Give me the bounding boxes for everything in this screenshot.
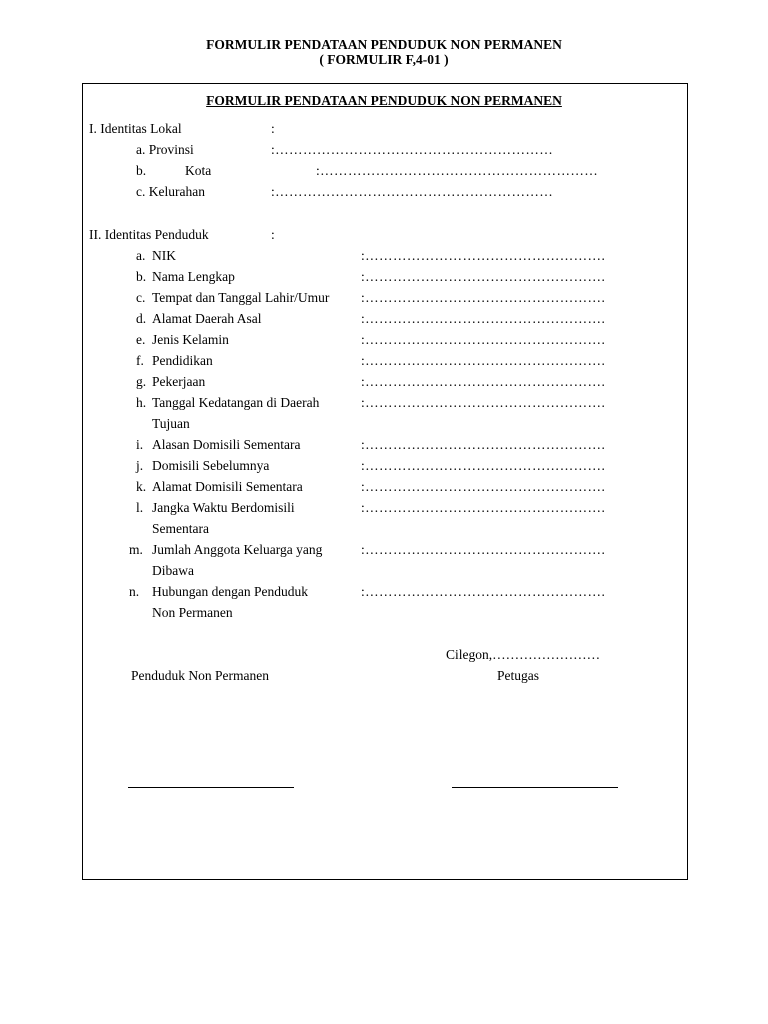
- field-provinsi-label: a. Provinsi: [136, 142, 194, 157]
- field-letter: b.: [136, 269, 147, 284]
- document-subtitle: ( FORMULIR F,4-01 ): [319, 52, 449, 67]
- field-jumlah-anggota-label: Jumlah Anggota Keluarga yang: [152, 542, 323, 557]
- field-alamat-domisili-sementara-label: Alamat Domisili Sementara: [152, 479, 303, 494]
- field-letter: l.: [136, 500, 144, 515]
- field-tanggal-kedatangan-fill: :…………………………………………….: [361, 395, 606, 410]
- field-kota-label: Kota: [185, 163, 212, 178]
- signature-line-right: [452, 787, 618, 788]
- signature-line-left: [128, 787, 294, 788]
- field-domisili-sebelumnya-label: Domisili Sebelumnya: [152, 458, 270, 473]
- section-identitas-penduduk-heading: II. Identitas Penduduk: [89, 227, 209, 242]
- field-jenis-kelamin-label: Jenis Kelamin: [152, 332, 229, 347]
- field-letter: n.: [129, 584, 140, 599]
- field-alamat-domisili-sementara-fill: :…………………………………………….: [361, 479, 606, 494]
- field-kota-letter: b.: [136, 163, 147, 178]
- form-title: FORMULIR PENDATAAN PENDUDUK NON PERMANEN: [206, 93, 562, 108]
- field-letter: i.: [136, 437, 144, 452]
- field-letter: c.: [136, 290, 146, 305]
- field-jangka-waktu-label-cont: Sementara: [152, 521, 209, 536]
- field-letter: d.: [136, 311, 147, 326]
- field-provinsi-fill: :……………………………………………………: [271, 142, 554, 157]
- field-tempat-tanggal-lahir-fill: :…………………………………………….: [361, 290, 606, 305]
- field-jangka-waktu-label: Jangka Waktu Berdomisili: [152, 500, 295, 515]
- field-letter: j.: [136, 458, 144, 473]
- field-letter: h.: [136, 395, 147, 410]
- field-hubungan-fill: :…………………………………………….: [361, 584, 606, 599]
- field-hubungan-label: Hubungan dengan Penduduk: [152, 584, 308, 599]
- field-kota-fill: :……………………………………………………: [316, 163, 599, 178]
- field-pekerjaan-fill: :…………………………………………….: [361, 374, 606, 389]
- field-tempat-tanggal-lahir-label: Tempat dan Tanggal Lahir/Umur: [152, 290, 330, 305]
- field-nik-fill: :…………………………………………….: [361, 248, 606, 263]
- section-identitas-penduduk-colon: :: [271, 227, 275, 242]
- field-letter: a.: [136, 248, 146, 263]
- field-kelurahan-fill: :……………………………………………………: [271, 184, 554, 199]
- field-letter: k.: [136, 479, 147, 494]
- field-hubungan-label-cont: Non Permanen: [152, 605, 233, 620]
- field-pendidikan-label: Pendidikan: [152, 353, 213, 368]
- signer-left-label: Penduduk Non Permanen: [131, 668, 269, 683]
- field-alasan-domisili-label: Alasan Domisili Sementara: [152, 437, 301, 452]
- field-letter: m.: [129, 542, 143, 557]
- field-jangka-waktu-fill: :…………………………………………….: [361, 500, 606, 515]
- place-date-line: Cilegon,……………………: [446, 647, 601, 662]
- section-identitas-lokal-heading: I. Identitas Lokal: [89, 121, 182, 136]
- field-alamat-daerah-asal-fill: :…………………………………………….: [361, 311, 606, 326]
- field-jumlah-anggota-fill: :…………………………………………….: [361, 542, 606, 557]
- field-pekerjaan-label: Pekerjaan: [152, 374, 206, 389]
- field-alasan-domisili-fill: :…………………………………………….: [361, 437, 606, 452]
- field-pendidikan-fill: :…………………………………………….: [361, 353, 606, 368]
- signer-right-label: Petugas: [497, 668, 539, 683]
- field-letter: g.: [136, 374, 147, 389]
- field-nama-lengkap-label: Nama Lengkap: [152, 269, 235, 284]
- field-letter: f.: [136, 353, 144, 368]
- section-identitas-lokal-colon: :: [271, 121, 275, 136]
- field-jenis-kelamin-fill: :…………………………………………….: [361, 332, 606, 347]
- field-letter: e.: [136, 332, 146, 347]
- document-title: FORMULIR PENDATAAN PENDUDUK NON PERMANEN: [206, 37, 562, 52]
- field-alamat-daerah-asal-label: Alamat Daerah Asal: [152, 311, 262, 326]
- field-domisili-sebelumnya-fill: :…………………………………………….: [361, 458, 606, 473]
- field-nik-label: NIK: [152, 248, 176, 263]
- field-tanggal-kedatangan-label-cont: Tujuan: [152, 416, 190, 431]
- field-kelurahan-label: c. Kelurahan: [136, 184, 205, 199]
- field-tanggal-kedatangan-label: Tanggal Kedatangan di Daerah: [152, 395, 320, 410]
- field-jumlah-anggota-label-cont: Dibawa: [152, 563, 194, 578]
- field-nama-lengkap-fill: :…………………………………………….: [361, 269, 606, 284]
